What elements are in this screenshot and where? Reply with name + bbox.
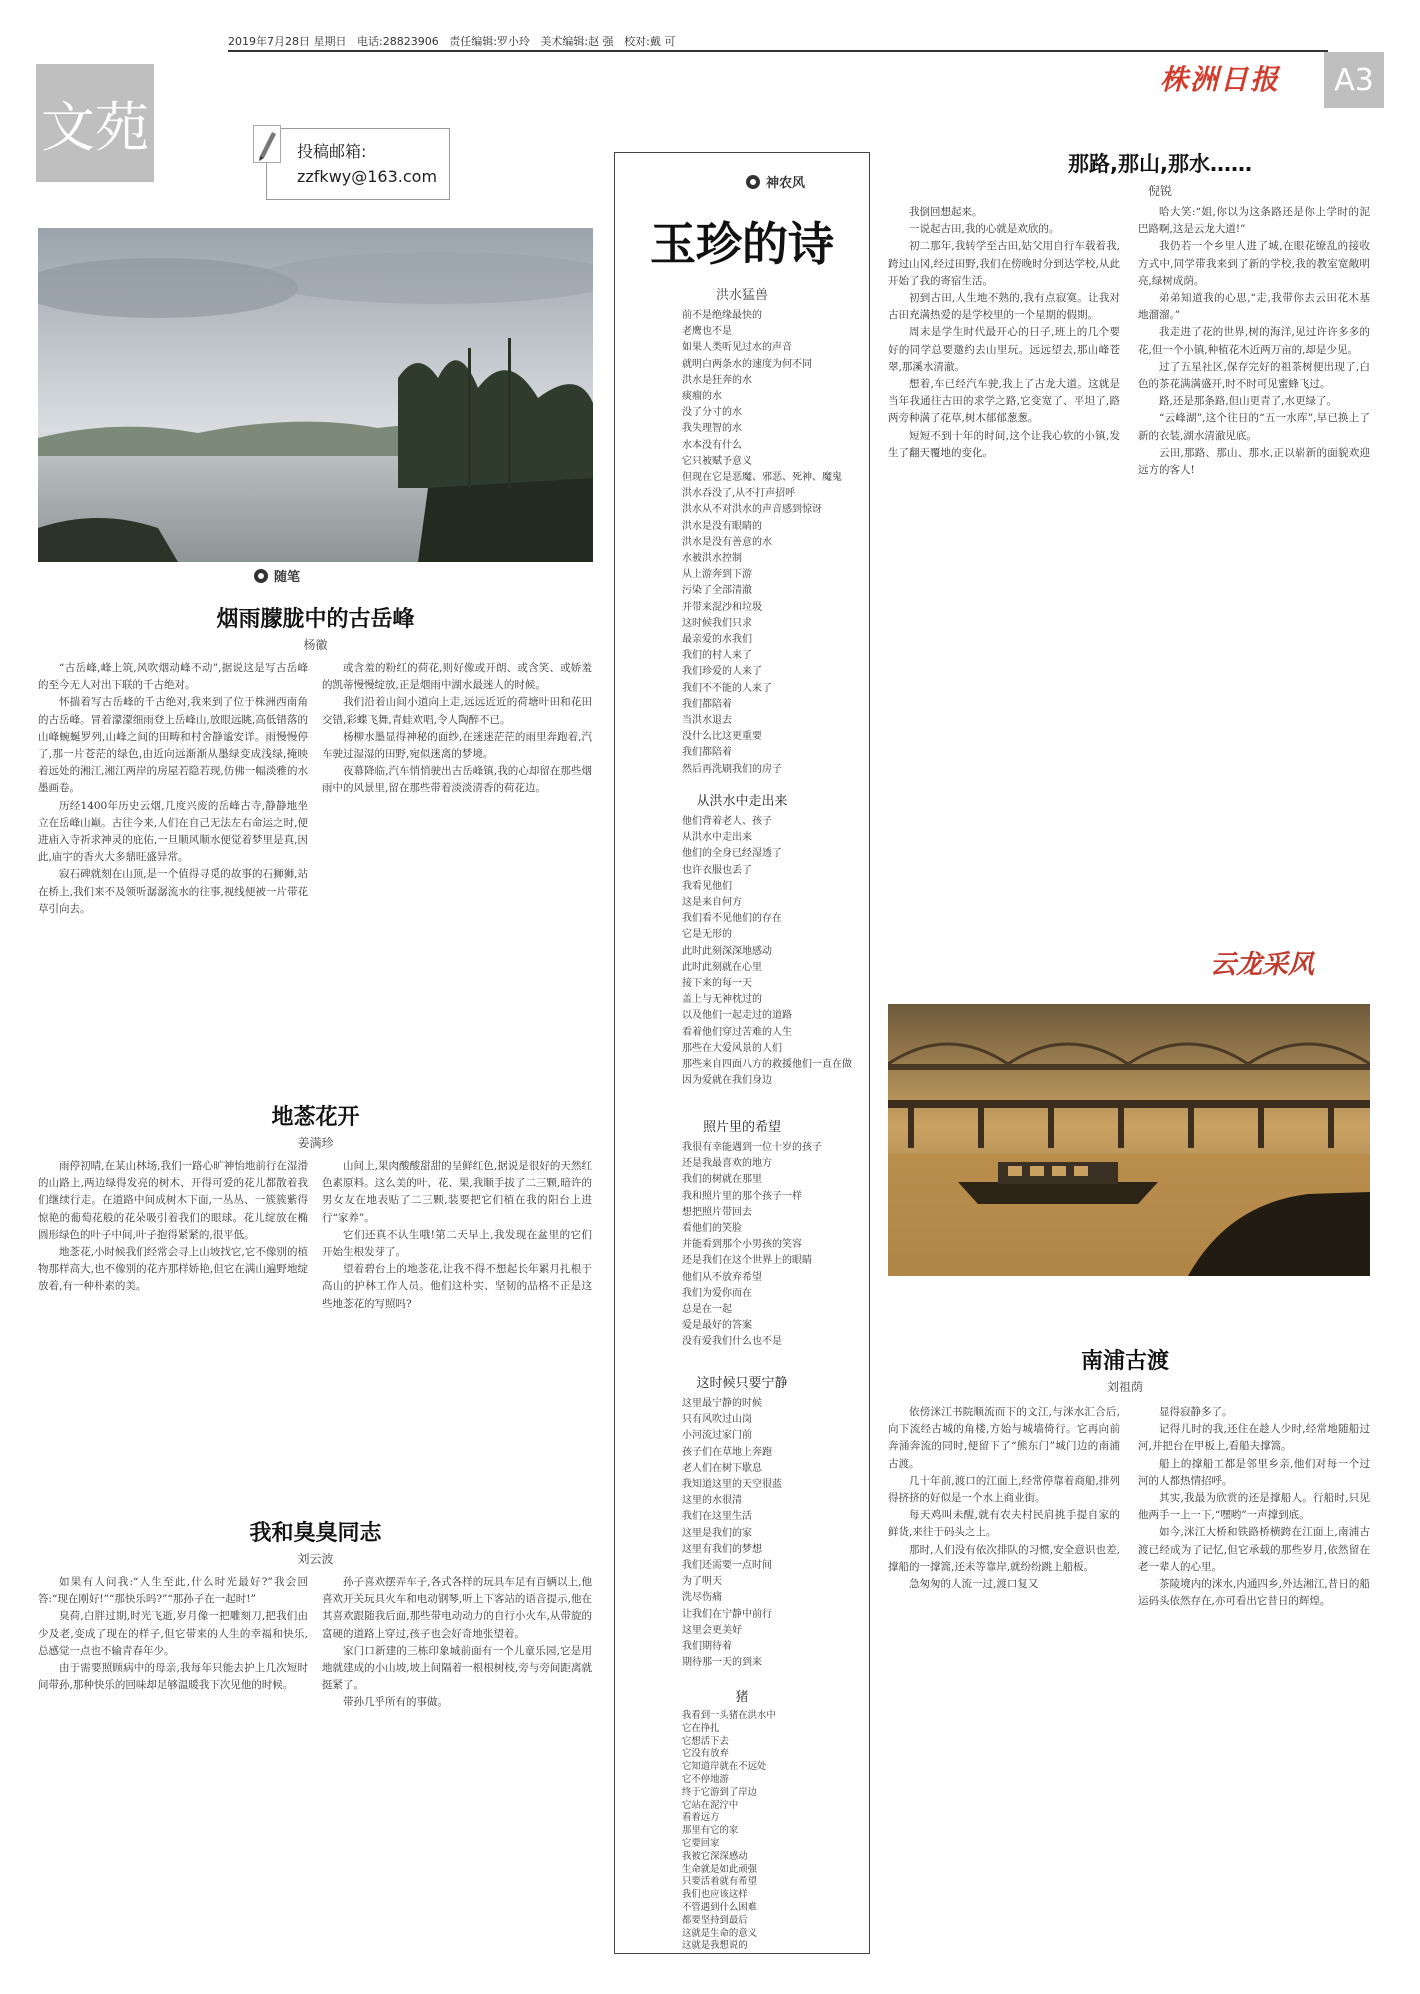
poem-line: 我们看不见他们的存在 [682,913,782,925]
paragraph: 如今,洣江大桥和铁路桥横跨在江面上,南浦古渡已经成为了记忆,但它承载的那些岁月,依然留在老一辈人的心里。 [1138,1526,1370,1573]
poem-line: 它要回家 [682,1837,720,1849]
poem-line: 它站在泥泞中 [682,1799,739,1811]
paragraph: 短短不到十年的时间,这个让我心软的小镇,发生了翻天覆地的变化。 [888,429,1120,459]
article4-author: 倪锐 [1147,184,1172,198]
poem-line: 生命就是如此顽强 [682,1863,758,1875]
poem-title: 玉珍的诗 [650,217,834,271]
poem-line: 终于它游到了岸边 [682,1786,758,1798]
paragraph: 其实,我最为欣赏的还是撑船人。行船时,只见他两手一上一下,“嘿哟”一声撑到底。 [1138,1492,1370,1522]
pen-icon [253,125,281,163]
paragraph: 茶陵境内的洣水,内通四乡,外达湘江,昔日的船运码头依然存在,亦可看出它昔日的辉煌。 [1138,1578,1370,1608]
poem-line: 水本没有什么 [682,439,742,451]
paragraph: 怀揣着写古岳峰的千古绝对,我来到了位于株洲西南角的古岳峰。冒着濛濛细雨登上岳峰山,放眼远眺,高低错落的山峰蜿蜒罗列,山峰之间的田畴和村舍静谧安详。雨慢慢停了,那一片苍茫的绿色,由近向远渐渐从墨绿变成浅绿,掩映着远处的湘江,湘江两岸的房屋若隐若现,仿佛一幅淡雅的水墨画卷。 [38,696,308,795]
poem-part5 [682,1710,862,1953]
paragraph: 过了五星社区,保存完好的祖茶树便出现了,白色的茶花满满盛开,时不时可见蜜蜂飞过。 [1138,360,1370,391]
paragraph: 云田,那路、那山、那水,正以崭新的面貌欢迎远方的客人! [1138,446,1370,477]
poem-line: 它在挣扎 [682,1722,720,1734]
poem-line: 老人们在树下歇息 [682,1462,762,1474]
poem-line: 看着他们穿过苦难的人生 [682,1026,792,1038]
paragraph: 初到古田,人生地不熟的,我有点寂寞。让我对古田充满热爱的是学校里的一个星期的假期。 [888,292,1120,322]
article1-author: 杨徽 [303,638,328,652]
paragraph: 每天鸡叫未醒,就有农夫村民肩挑手提自家的鲜货,来往于码头之上。 [888,1509,1120,1539]
page-number-badge: A3 [1324,52,1384,108]
poem-line: 这里会更美好 [682,1624,742,1636]
poem-line: 它知道岸就在不远处 [682,1761,767,1773]
ferry-photo [888,1004,1370,1276]
paragraph: 带孙几乎所有的事做。 [343,1696,448,1709]
paragraph: 历经1400年历史云烟,几度兴废的岳峰古寺,静静地坐立在岳峰山巅。古往今来,人们在自己无法左右命运之时,便进庙入寺祈求神灵的庇佑,一旦顺风顺水便觉着梦里是真,因此,庙宇的香火大多鼎旺盛异常。 [38,799,308,864]
poem-line: 此时此刻就在心里 [682,961,762,973]
poem-part1 [682,308,862,778]
submission-email[interactable]: zzfkwy@163.com [297,167,438,186]
poem-line: 我很有幸能遇到一位十岁的孩子 [682,1142,822,1153]
poem-line: 他们背着老人、孩子 [682,816,772,827]
header-date: 2019年7月28日 星期日 [228,35,347,48]
poem-line: 盖上与无神枕过的 [682,994,762,1006]
paragraph: 记得儿时的我,还住在趁人少时,经常地随船过河,并把台在甲板上,看船夫撑篙。 [1138,1423,1370,1453]
paragraph: 由于需要照顾病中的母亲,我每年只能去护上几次短时间带孙,那种快乐的回味却足够温暖我下次见他的时候。 [38,1662,308,1692]
poem-line: 看他们的笑脸 [682,1223,742,1235]
poem-line: 它是无形的 [682,929,732,941]
poem-line: 洗尽伤痛 [682,1592,722,1604]
paragraph: 急匆匆的人流一过,渡口复又 [909,1578,1039,1591]
poem-line: 我知道这里的天空很蓝 [682,1479,782,1491]
poem-part4 [682,1396,862,1671]
paragraph: 孙子喜欢摆弄车子,各式各样的玩具车足有百辆以上,他喜欢开关玩具火车和电动钢琴,听上下客站的语音提示,他在其喜欢跟随我后面,那些带电动动力的自行小火车,从带旋的富硬的道路上穿过,孩子也会好奇地张望着。 [322,1576,592,1640]
poem-line: 我们珍爱的人来了 [682,666,762,678]
poem-author: 洪水猛兽 [715,288,768,303]
poem-line: 前不是绝缘最快的 [682,310,762,321]
poem-line: 我们的树就在那里 [682,1174,762,1186]
article5-title: 南浦古渡 [1080,1349,1169,1374]
poem-line: 这里的水很清 [682,1495,742,1507]
poem-line: 那些来自四面八方的救援他们一直在做 [682,1059,852,1071]
poem-line: 孩子们在草地上奔跑 [682,1446,772,1458]
poem-line: 都要坚持到最后 [682,1914,748,1926]
poem-line: 洪水从不对洪水的声音感到惊讶 [682,504,822,516]
poem-line: 那些在大爱风景的人们 [682,1042,782,1054]
submission-label: 投稿邮箱: [297,142,367,161]
poem-line: 他们从不放弃希望 [682,1271,762,1283]
article1-body-col1 [38,660,308,1092]
poem-line: 从上游奔到下游 [682,569,752,581]
poem-part2 [682,814,862,1089]
poem-line: 我失理智的水 [682,423,742,435]
article1-column: 随笔 [274,570,301,585]
article5-body-col2 [1138,1404,1370,1952]
poem-line: 我看见他们 [682,880,732,892]
poem-line: 这是来自何方 [682,897,742,909]
article5-body-col1 [888,1404,1120,1952]
poem-line: 我们的村人来了 [682,650,752,662]
article4-title: 那路,那山,那水…… [1068,152,1252,176]
paragraph: 夜幕降临,汽车悄悄驶出古岳峰镇,我的心却留在那些烟雨中的风景里,留在那些带着淡淡清香的荷花边。 [322,765,592,795]
article3-title: 我和臭臭同志 [249,1521,382,1546]
article2-title: 地菍花开 [271,1105,360,1130]
article2-author: 姜满珍 [297,1136,334,1150]
poem-line: 并能看到那个小男孩的笑容 [682,1239,802,1251]
article2-body-col1 [38,1158,308,1503]
poem-line: 这里是我们的家 [682,1527,752,1539]
poem-line: 为了明天 [682,1576,722,1588]
poem-line: 看着远方 [682,1812,720,1824]
paragraph: 几十年前,渡口的江面上,经常停靠着商船,排列得挤挤的好似是一个水上商业街。 [888,1474,1120,1505]
paragraph: 初二那年,我转学至古田,姑父用自行车载着我,跨过山冈,经过田野,我们在傍晚时分到达学校,从此开始了我的寄宿生活。 [888,240,1120,287]
poem-line: 总是在一起 [682,1304,732,1316]
header-rule [228,50,1328,52]
paragraph: 我走进了花的世界,树的海洋,见过许许多多的花,但一个小镇,种植花木近两万亩的,却是少见。 [1138,326,1370,356]
paragraph: 想着,车已经汽车驶,我上了古龙大道。这就是当年我通往古田的求学之路,它变宽了、平坦了,路两旁种满了花草,树木郁郁葱葱。 [888,378,1120,425]
poem-line: 只有风吹过山岗 [682,1414,752,1426]
poem-line: 想把照片带回去 [682,1206,752,1218]
poem-line: 洪水吞没了,从不打声招呼 [682,488,796,500]
column-ring-icon [746,175,760,189]
poem-line: 痰瘤的水 [682,391,722,403]
paragraph: 弟弟知道我的心思,“走,我带你去云田花木基地溜溜。” [1138,292,1370,322]
poem-line: 因为爱就在我们身边 [682,1075,772,1087]
paragraph: 山间上,果肉酸酸甜甜的呈鲜红色,据说是很好的天然红色素原料。这么美的叶、花、果,我顺手拔了二三颗,暗许的男女友在地表贴了二三颗,装要把它们植在我的阳台上进行“家养”。 [322,1160,592,1224]
paragraph: “古岳峰,峰上筑,风吹烟动峰不动”,据说这是写古岳峰的至今无人对出下联的千古绝对。 [38,662,308,692]
poem-line: 我们还需要一点时间 [682,1560,772,1572]
poem-line: 洪水是没有眼睛的 [682,520,762,532]
paragraph: 那时,人们没有依次排队的习惯,安全意识也差,撑船的一撑篙,还未等靠岸,就纷纷跳上船板。 [888,1543,1120,1573]
poem-line: 它不停地游 [682,1773,729,1785]
poem-part3 [682,1140,862,1351]
poem-line: 也许衣服也丢了 [682,864,752,876]
poem-column-tag [746,172,805,191]
poem-line: 此时此刻深深地感动 [682,945,772,957]
poem-line: 我和照片里的那个孩子一样 [682,1190,802,1202]
paragraph: 杨柳水墨显得神秘的面纱,在迷迷茫茫的雨里奔跑着,汽车驶过湿湿的田野,宛似迷离的梦境。 [322,730,592,761]
paragraph: 家门口新建的三栋印象城前面有一个儿童乐园,它是用地就建成的小山坡,坡上间隔着一根根树枝,旁与旁间距离就挺紧了。 [322,1644,592,1692]
poem-line: 就明白两条水的速度为何不同 [682,358,812,370]
poem-line: 这就是生命的意义 [682,1927,758,1939]
poem-line: 老鹰也不是 [682,326,732,338]
poem-line: 我被它深深感动 [682,1850,748,1862]
paragraph: 我们沿着山间小道向上走,远远近近的荷塘叶田和花田交错,彩蝶飞舞,青蛙欢唱,令人陶醉不已。 [322,696,592,726]
poem-part5-heading: 猪 [735,1690,749,1705]
paragraph: 我倒回想起来。 [909,206,983,218]
poem-line: 水被洪水控制 [682,553,742,565]
paragraph: 它们还真不认生哦!第二天早上,我发现在盆里的它们开始生根发芽了。 [322,1228,592,1259]
poem-part4-heading: 这时候只要宁静 [696,1376,788,1391]
poem-line: 洪水是狂奔的水 [682,374,752,386]
poem-column: 神农风 [766,176,806,191]
poem-part2-heading: 从洪水中走出来 [696,794,788,809]
poem-line: 这就是我想说的 [682,1940,748,1952]
paragraph: 望着碧台上的地菍花,让我不得不想起长年累月扎根于高山的护林工作人员。他们这朴实、坚韧的品格不正是这些地菍花的写照吗? [322,1263,592,1310]
poem-line: 没了分寸的水 [682,407,742,419]
paragraph: 如果有人问我:“人生至此,什么时光最好?”我会回答:“现在刚好!”“那快乐吗?”“那孙子在一起时!” [38,1576,308,1606]
poem-line: 最亲爱的水我们 [682,634,752,646]
poem-line: 这里最宁静的时候 [682,1398,762,1409]
paragraph: 地菍花,小时候我们经常会寻上山坡找它,它不像别的植物那样高大,也不像别的花卉那样娇艳,但它在满山遍野地绽放着,有一种朴素的美。 [38,1246,308,1293]
paragraph: 路,还是那条路,但山更青了,水更绿了。 [1159,395,1338,408]
article4-body-col2 [1138,204,1370,934]
poem-line: 他们的全身已经湿透了 [682,848,782,860]
poem-line: 我看到一头猪在洪水中 [682,1710,776,1721]
lake-photo-image [38,228,593,562]
poem-line: 从洪水中走出来 [682,832,752,844]
poem-line: 并带来混沙和垃圾 [682,601,762,613]
paragraph: 我仍若一个乡里人进了城,在眼花缭乱的接收方式中,同学带我来到了新的学校,我的教室宽敞明亮,绿树成荫。 [1138,240,1370,287]
poem-line: 还是我们在这个世界上的眼睛 [682,1255,812,1267]
poem-line: 接下来的每一天 [682,978,752,990]
article1-title: 烟雨朦胧中的古岳峰 [216,607,415,632]
paragraph: 或含羞的粉红的荷花,则好像或开朗、或含笑、或娇羞的凯蒂慢慢绽放,正是烟雨中湖水最迷人的时候。 [322,662,592,692]
header-editor: 责任编辑:罗小玲 [449,35,530,48]
poem-line: 这时候我们只求 [682,617,752,629]
poem-line: 当洪水退去 [682,715,732,727]
article5-author: 刘祖荫 [1106,1380,1143,1394]
newspaper-logo: 株洲日报 [1160,63,1281,96]
poem-line: 洪水是没有善意的水 [682,536,772,548]
poem-line: 只要活着就有希望 [682,1876,758,1888]
poem-line: 如果人类听见过水的声音 [682,342,792,354]
poem-line: 然后再洗刷我们的房子 [682,763,782,775]
header-art-editor: 美术编辑:赵 强 [540,35,614,48]
paragraph: 船上的撑船工都是邻里乡亲,他们对每一个过河的人都热情招呼。 [1138,1457,1370,1487]
lake-photo [38,228,593,562]
poem-line: 我们在这里生活 [682,1511,752,1523]
section-badge: 文苑 [36,64,154,182]
header-proofreader: 校对:戴 可 [624,35,676,48]
poem-part3-heading: 照片里的希望 [702,1120,781,1135]
poem-line: 它想活下去 [682,1735,729,1747]
poem-line: 那里有它的家 [682,1825,739,1837]
article1-body-col2 [322,660,592,1092]
poem-line: 它没有放弃 [682,1748,729,1760]
paragraph: 一说起古田,我的心就是欢欣的。 [909,223,1060,236]
poem-line: 不管遇到什么困难 [682,1901,758,1913]
poem-line: 爱是最好的答案 [682,1320,752,1332]
poem-line: 小河流过家门前 [682,1430,752,1442]
poem-line: 我们也应该这样 [682,1889,748,1901]
article3-body-col2 [322,1574,592,1950]
article2-body-col2 [322,1158,592,1503]
article1-column-tag [254,566,300,585]
poem-line: 没什么比这更重要 [682,731,762,743]
paragraph: “云峰湖”,这个往日的“五一水库”,早已换上了新的衣装,湖水清澈见底。 [1138,412,1370,442]
poem-line: 污染了全部清澈 [682,585,752,597]
paragraph: 雨停初晴,在某山林场,我们一路心旷神怡地前行在湿滑的山路上,两边绿得发亮的树木、开得可爱的花儿都散着我们继续行走。在道路中间成树木下面,一丛丛、一簇簇紫得惊艳的葡萄花般的花朵吸引着我们的眼球。花儿绽放在椭圆形绿色的叶子中间,叶子抱得紧紧的,很平低。 [38,1160,308,1241]
paragraph: 依傍洣江书院顺流而下的文江,与洣水汇合后,向下流经古城的角楼,方始与城墙倚行。它再向前奔涌奔流的同时,便留下了“熊东门”城门边的南浦古渡。 [888,1406,1120,1470]
paragraph: 显得寂静多了。 [1159,1406,1233,1418]
poem-line: 我们都陪着 [682,747,732,759]
poem-line: 让我们在宁静中前行 [682,1608,772,1620]
submission-box [266,128,450,200]
paragraph: 臭荷,白胖过期,时光飞逝,岁月像一把雕刻刀,把我们由少及老,变成了现在的样子,但它带来的人生的幸福和快乐,总感觉一点也不输青春年少。 [38,1610,308,1657]
poem-line: 我们期待着 [682,1641,732,1653]
column-ring-icon [254,569,268,583]
poem-line: 我们为爱你而在 [682,1287,752,1299]
paragraph: 哈大笑:“姐,你以为这条路还是你上学时的泥巴路啊,这是云龙大道!” [1138,206,1370,236]
poem-line: 没有爱我们什么也不是 [682,1336,782,1348]
poem-line: 但现在它是恶魔、邪恶、死神、魔鬼 [682,472,842,484]
article3-author: 刘云波 [297,1552,334,1566]
poem-line: 还是我最喜欢的地方 [682,1158,772,1170]
poem-line: 期待那一天的到来 [682,1657,762,1669]
ferry-photo-image [888,1004,1370,1276]
poem-line: 我们都陪着 [682,698,732,710]
poem-line: 我们不不能的人来了 [682,682,772,694]
paragraph: 寂石碑就刻在山顶,是一个值得寻觅的故事的石狮狮,站在桥上,我们来不及领听潺潺流水的往事,视线便被一片带花草引向去。 [38,868,308,915]
article3-body-col1 [38,1574,308,1950]
poem-line: 以及他们一起走过的道路 [682,1010,792,1022]
poem-line: 它只被赋予意义 [682,455,752,467]
paragraph: 周末是学生时代最开心的日子,班上的几个要好的同学总要邀约去山里玩。远远望去,那山峰苍翠,那溪水清澈。 [888,326,1120,373]
poem-line: 这里有我们的梦想 [682,1543,762,1555]
header-phone: 电话:28823906 [357,35,439,48]
column-logo: 云龙采风 [1210,950,1315,980]
header-info [228,33,675,49]
